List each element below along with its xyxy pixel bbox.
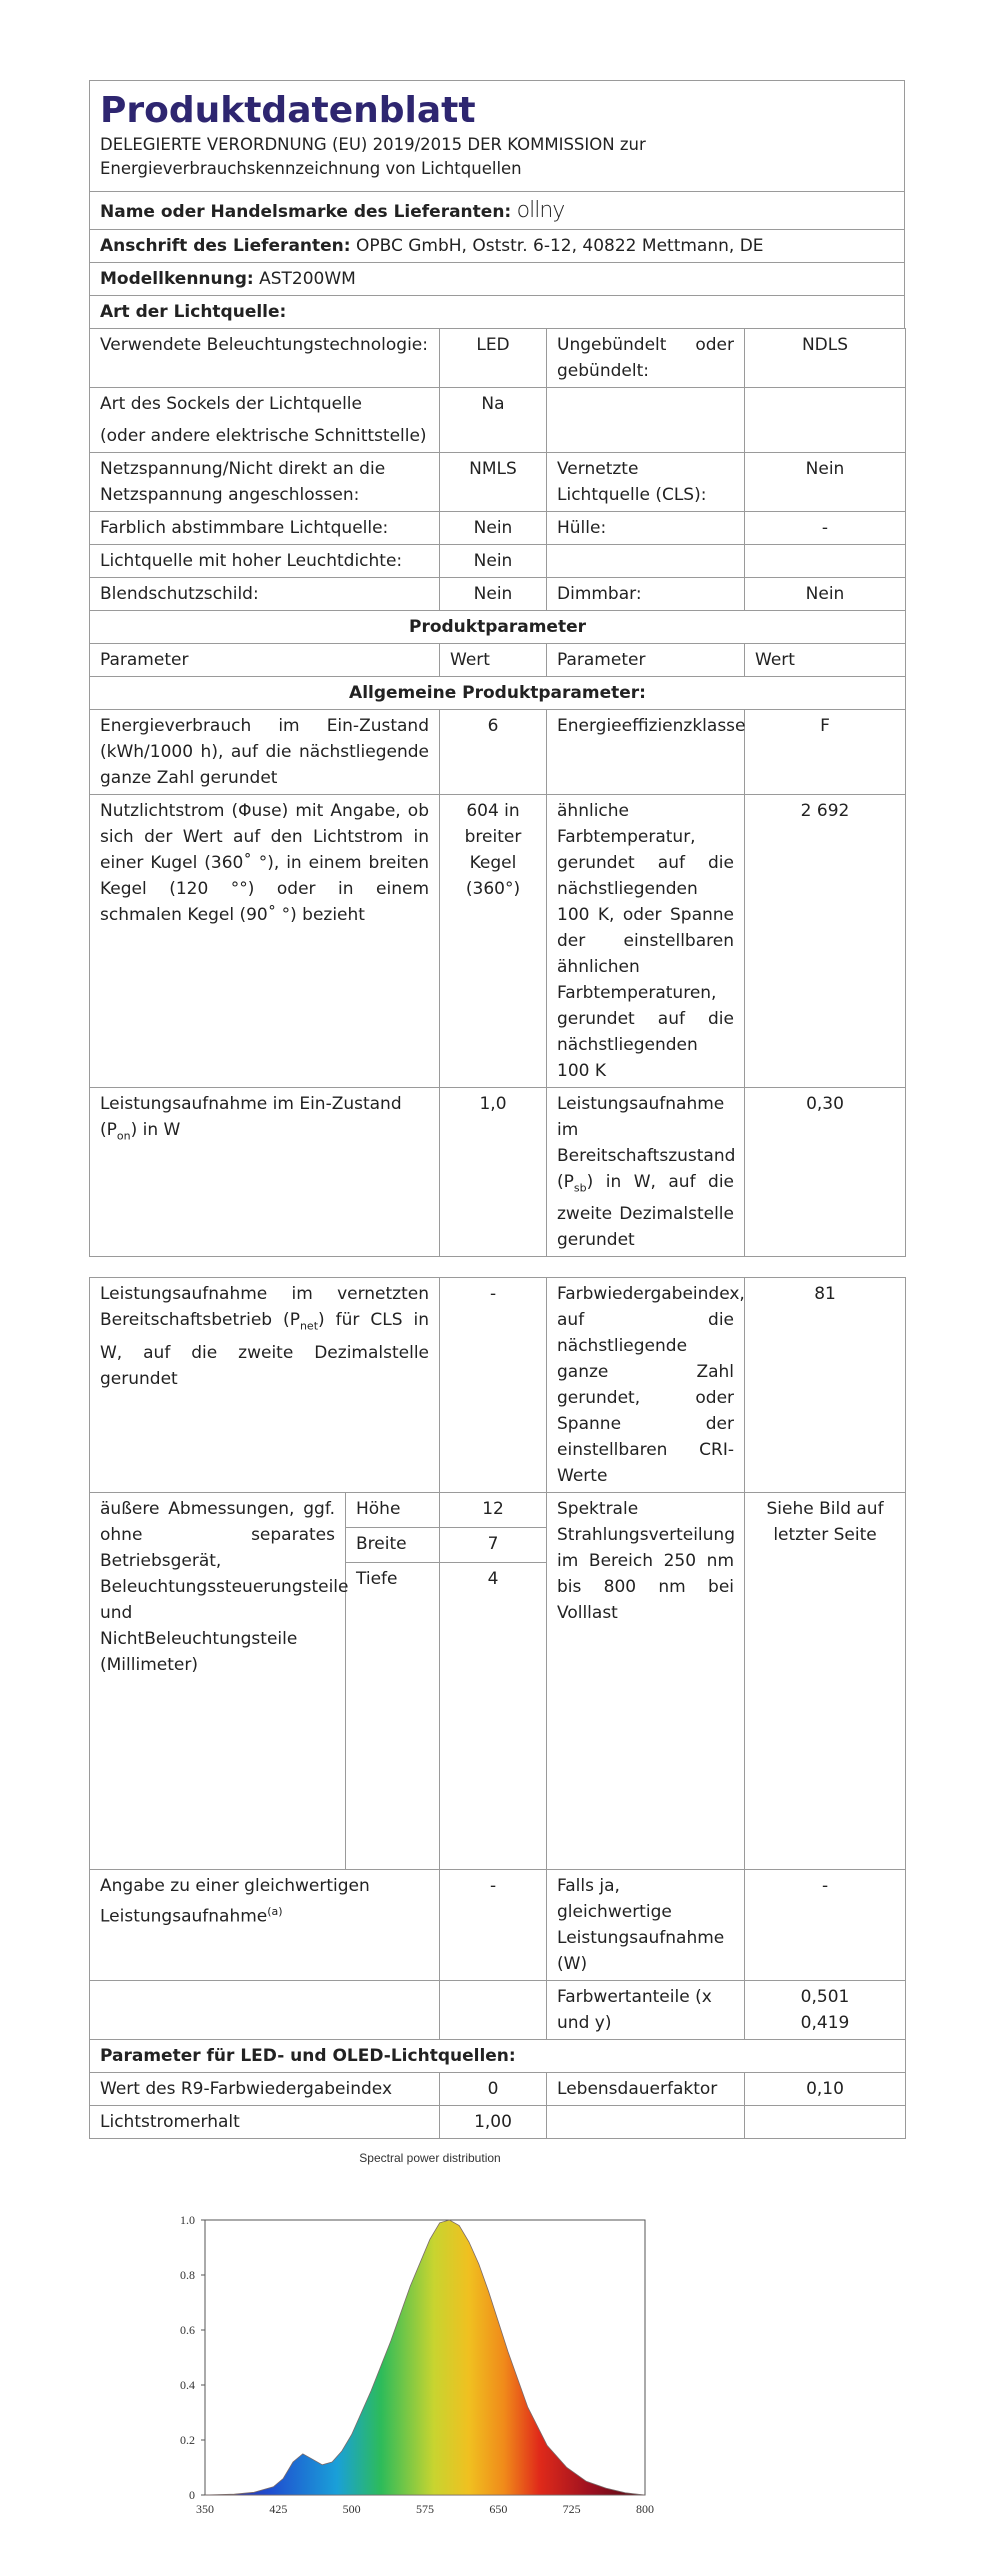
general-params-heading: Allgemeine Produktparameter: [90, 677, 906, 710]
param-value: Nein [745, 453, 906, 512]
spd-chart [150, 2140, 670, 2540]
x-tick-label: 575 [416, 2502, 434, 2516]
table-row [90, 710, 906, 795]
product-datasheet [89, 80, 905, 2139]
energy-class-label: Energieeffizienzklasse [547, 710, 745, 795]
power-on-label [90, 1088, 440, 1257]
chart-title: Spectral power distribution [359, 2151, 501, 2165]
param-value: LED [440, 329, 547, 388]
empty-cell [440, 1981, 547, 2040]
dim-name: Breite [346, 1528, 440, 1563]
y-tick-label: 0.4 [180, 2378, 195, 2392]
table-row [90, 453, 906, 512]
param-label: Farblich abstimmbare Lichtquelle: [90, 512, 440, 545]
cri-label: Farbwiedergabeindex, auf die nächstliegende ganze Zahl gerundet, oder Spanne der einstellbaren CRI-Werte [547, 1278, 745, 1493]
table-row [90, 545, 906, 578]
param-label: Dimmbar: [547, 578, 745, 611]
equivalent-power-label [90, 1870, 440, 1981]
section-row [90, 611, 906, 644]
chromaticity-x: 0,501 [800, 1987, 850, 2008]
standby-label-unit: ) in W, auf die zweite Dezimalstelle gerundet [557, 1172, 734, 1251]
supplier-name-value: ollny [516, 198, 565, 223]
column-header-row [90, 644, 906, 677]
networked-subscript: net [299, 1319, 319, 1333]
equivalent-power-footnote: (a) [267, 1905, 283, 1919]
y-tick-label: 0 [189, 2488, 195, 2502]
datasheet-header [89, 80, 905, 191]
param-label: Netzspannung/Nicht direkt an die Netzspannung angeschlossen: [90, 453, 440, 512]
spd-area [205, 2220, 645, 2495]
networked-label-unit: ) für CLS in W, auf die zweite Dezimalstelle gerundet [100, 1310, 430, 1389]
regulation-line-2: Energieverbrauchskennzeichnung von Lichtquellen [100, 159, 522, 178]
power-on-label-text: Leistungsaufnahme im Ein-Zustand (P [100, 1094, 402, 1140]
param-value: NDLS [745, 329, 906, 388]
product-params-heading: Produktparameter [90, 611, 906, 644]
spd-chart-svg [150, 2140, 670, 2540]
table-row [90, 1278, 906, 1493]
param-value: Na [440, 388, 547, 453]
y-tick-label: 0.6 [180, 2323, 195, 2337]
lumen-maintenance-label: Lichtstromerhalt [90, 2106, 440, 2139]
supplier-name-row [89, 191, 905, 229]
param-value: - [745, 512, 906, 545]
column-header-value: Wert [440, 644, 547, 677]
dim-name: Tiefe [346, 1563, 440, 1870]
empty-cell [90, 1981, 440, 2040]
y-tick-label: 1.0 [180, 2213, 195, 2227]
param-label: Lichtquelle mit hoher Leuchtdichte: [90, 545, 440, 578]
lumen-maintenance-value: 1,00 [440, 2106, 547, 2139]
params-table [89, 328, 906, 1257]
equivalent-power-text: Angabe zu einer gleichwertigen Leistungsaufnahme [100, 1876, 370, 1928]
page-title: Produktdatenblatt [100, 90, 476, 131]
energy-consumption-label: Energieverbrauch im Ein-Zustand (kWh/1000 h), auf die nächstliegende ganze Zahl gerundet [90, 710, 440, 795]
spd-value: Siehe Bild auf letzter Seite [745, 1493, 906, 1870]
networked-standby-label [90, 1278, 440, 1493]
table-gap [89, 1257, 905, 1277]
section-row [90, 677, 906, 710]
supplier-name-label: Name oder Handelsmarke des Lieferanten: [100, 202, 512, 222]
x-tick-label: 650 [489, 2502, 508, 2516]
empty-cell [547, 2106, 745, 2139]
column-header-value-2: Wert [745, 644, 906, 677]
table-row [90, 578, 906, 611]
regulation-line-1: DELEGIERTE VERORDNUNG (EU) 2019/2015 DER KOMMISSION zur [100, 135, 646, 154]
empty-cell [745, 2106, 906, 2139]
networked-label-text: Leistungsaufnahme im vernetzten Bereitschaftsbetrieb (P [100, 1284, 430, 1331]
supplier-address-label: Anschrift des Lieferanten: [100, 236, 351, 256]
dim-value: 12 [440, 1493, 547, 1528]
lifetime-factor-value: 0,10 [745, 2073, 906, 2106]
energy-class-value: F [745, 710, 906, 795]
param-value: NMLS [440, 453, 547, 512]
table-row [90, 1870, 906, 1981]
standby-subscript: sb [573, 1181, 587, 1195]
y-tick-label: 0.8 [180, 2268, 195, 2282]
column-header-parameter: Parameter [90, 644, 440, 677]
model-id-label: Modellkennung: [100, 269, 254, 289]
socket-label: Art des Sockels der Lichtquelle [100, 394, 362, 414]
power-on-subscript: on [116, 1129, 131, 1143]
param-value: Nein [745, 578, 906, 611]
param-label [547, 388, 745, 453]
param-label: Vernetzte Lichtquelle (CLS): [547, 453, 745, 512]
r9-label: Wert des R9-Farbwiedergabeindex [90, 2073, 440, 2106]
equivalent-power-if-yes-value: - [745, 1870, 906, 1981]
light-source-type-row [89, 295, 905, 328]
table-row [90, 388, 906, 453]
dim-name: Höhe [346, 1493, 440, 1528]
table-row [90, 1088, 906, 1257]
params-table-2 [89, 1277, 906, 2139]
cct-label: ähnliche Farbtemperatur, gerundet auf die nächstliegenden 100 K, oder Spanne der einstellbaren ähnlichen Farbtemperaturen, gerundet auf die nächstliegenden 100 K [547, 795, 745, 1088]
socket-label-extra: (oder andere elektrische Schnittstelle) [100, 426, 427, 446]
r9-value: 0 [440, 2073, 547, 2106]
chromaticity-y: 0,419 [800, 2013, 850, 2034]
x-tick-label: 350 [196, 2502, 214, 2516]
x-tick-label: 800 [636, 2502, 654, 2516]
luminous-flux-label: Nutzlichtstrom (Φuse) mit Angabe, ob sich der Wert auf den Lichtstrom in einer Kugel (360˚ °), in einem breiten Kegel (120 °°) oder in einem schmalen Kegel (90˚ °) bezieht [90, 795, 440, 1088]
param-value: Nein [440, 578, 547, 611]
cct-value: 2 692 [745, 795, 906, 1088]
param-value: Nein [440, 512, 547, 545]
table-row [90, 329, 906, 388]
table-row [90, 512, 906, 545]
param-value [745, 545, 906, 578]
dim-value: 4 [440, 1563, 547, 1870]
led-params-heading: Parameter für LED- und OLED-Lichtquellen: [90, 2040, 906, 2073]
chromaticity-value [745, 1981, 906, 2040]
param-label [90, 388, 440, 453]
param-value: Nein [440, 545, 547, 578]
x-tick-label: 725 [562, 2502, 581, 2516]
model-id-value: AST200WM [259, 269, 356, 289]
standby-power-label [547, 1088, 745, 1257]
power-on-label-unit: ) in W [130, 1120, 181, 1140]
param-label: Ungebündelt oder gebündelt: [547, 329, 745, 388]
param-label: Verwendete Beleuchtungstechnologie: [90, 329, 440, 388]
chart-marks [180, 2213, 654, 2516]
table-row [90, 795, 906, 1088]
param-label [547, 545, 745, 578]
power-on-value: 1,0 [440, 1088, 547, 1257]
param-label: Hülle: [547, 512, 745, 545]
equivalent-power-if-yes-label: Falls ja, gleichwertige Leistungsaufnahme (W) [547, 1870, 745, 1981]
dim-value: 7 [440, 1528, 547, 1563]
lifetime-factor-label: Lebensdauerfaktor [547, 2073, 745, 2106]
table-row [90, 1493, 906, 1528]
cri-value: 81 [745, 1278, 906, 1493]
x-tick-label: 425 [269, 2502, 288, 2516]
y-tick-label: 0.2 [180, 2433, 195, 2447]
chromaticity-label: Farbwertanteile (x und y) [547, 1981, 745, 2040]
supplier-address-row [89, 229, 905, 262]
spd-label: Spektrale Strahlungsverteilung im Bereich 250 nm bis 800 nm bei Volllast [547, 1493, 745, 1870]
standby-power-value: 0,30 [745, 1088, 906, 1257]
column-header-parameter-2: Parameter [547, 644, 745, 677]
table-row [90, 2106, 906, 2139]
param-value [745, 388, 906, 453]
networked-standby-value: - [440, 1278, 547, 1493]
table-row [90, 1981, 906, 2040]
standby-label-text: Leistungsaufnahme im Bereitschaftszustand (P [557, 1094, 736, 1192]
light-source-type-label: Art der Lichtquelle: [100, 302, 287, 322]
dimensions-label: äußere Abmessungen, ggf. ohne separates Betriebsgerät, Beleuchtungssteuerungsteile und NichtBeleuchtungsteile (Millimeter) [90, 1493, 346, 1870]
model-id-row [89, 262, 905, 295]
x-tick-label: 500 [342, 2502, 361, 2516]
section-row [90, 2040, 906, 2073]
supplier-address-value: OPBC GmbH, Oststr. 6-12, 40822 Mettmann, DE [355, 236, 764, 256]
energy-consumption-value: 6 [440, 710, 547, 795]
equivalent-power-value: - [440, 1870, 547, 1981]
luminous-flux-value: 604 in breiter Kegel (360°) [440, 795, 547, 1088]
param-label: Blendschutzschild: [90, 578, 440, 611]
table-row [90, 2073, 906, 2106]
